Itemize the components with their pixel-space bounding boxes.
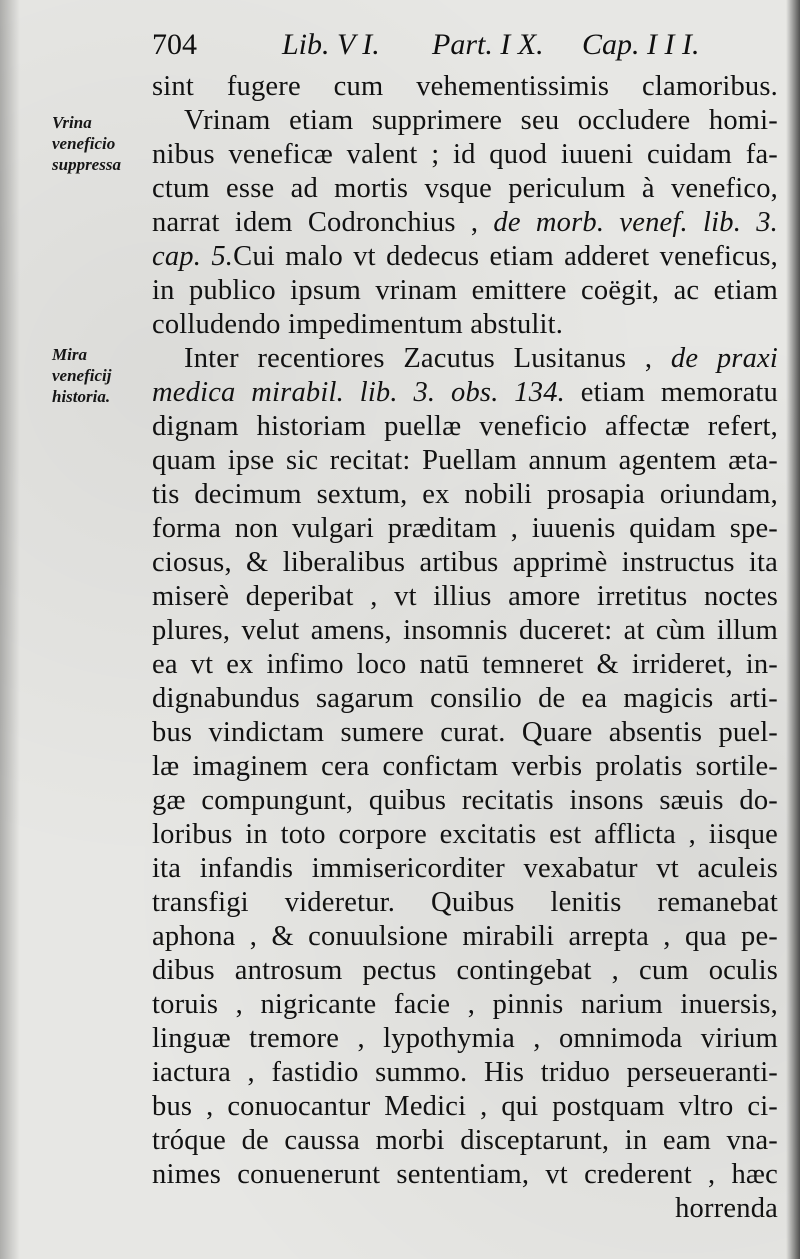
text-line: bus vindictam sumere curat. Quare absentis puel- [152,717,778,748]
text-line: in publico ipsum vrinam emittere coëgit, ac etiam [152,275,778,306]
citation: medica mirabil. lib. 3. obs. 134. [152,377,565,408]
text-line: plures, velut amens, insomnis duceret: at cùm illum [152,615,778,646]
text-line: dibus antrosum pectus contingebat , cum oculis [152,955,778,986]
text-line: transfigi videretur. Quibus lenitis remanebat [152,887,778,918]
margin-note-line: historia. [52,387,111,406]
margin-note-urine [52,112,152,175]
text-line: colludendo impedimentum abstulit. [152,309,564,340]
running-head [152,28,712,72]
text-line: tis decimum sextum, ex nobili prosapia oriundam, [152,479,778,510]
margin-note-line: Mira [52,345,87,364]
text-line: ciosus, & liberalibus artibus apprimè instructus ita [152,547,778,578]
text-line [152,376,778,410]
catchword: horrenda [675,1193,778,1224]
text-run: etiam memoratu [565,377,778,408]
text-line: forma non vulgari præditam , iuuenis quidam spe- [152,513,778,544]
text-line [152,206,778,240]
text-run: Cui malo vt dedecus etiam adderet veneficus, [233,241,778,272]
margin-note-line: suppressa [52,155,121,174]
text-line: ea vt ex infimo loco natū temneret & irrideret, in- [152,649,778,680]
text-line: nimes conuenerunt sententiam, vt crederent , hæc [152,1159,778,1190]
text-line: toruis , nigricante facie , pinnis narium inuersis, [152,989,778,1020]
pars-label: Part. I X. [432,28,544,61]
text-line: gæ compungunt, quibus recitatis insons sæuis do- [152,785,778,816]
citation: cap. 5. [152,241,234,272]
text-line: Vrinam etiam supprimere seu occludere homi- [184,105,778,136]
text-line: sint fugere cum vehementissimis clamoribus. [152,71,778,102]
text-run: narrat idem Codronchius , [152,207,494,238]
margin-note-line: veneficij [52,366,112,385]
text-line: dignabundus sagarum consilio de ea magicis arti- [152,683,778,714]
text-line: læ imaginem cera confictam verbis prolatis sortile- [152,751,778,782]
text-line: bus , conuocantur Medici , qui postquam vltro ci- [152,1091,778,1122]
text-line [152,342,778,376]
body-text [152,70,778,1226]
text-line [152,240,778,274]
text-line: ctum esse ad mortis vsque periculum à venefico, [152,173,778,204]
text-line: ita infandis immisericorditer vexabatur vt aculeis [152,853,778,884]
margin-note-history [52,344,152,407]
caput-label: Cap. I I I. [582,28,700,61]
page-number: 704 [152,28,197,61]
text-line: aphona , & conuulsione mirabili arrepta , qua pe- [152,921,778,952]
text-line: miserè deperibat , vt illius amore irretitus noctes [152,581,778,612]
citation: de praxi [670,343,778,374]
citation: de morb. venef. lib. 3. [493,207,778,238]
text-line: loribus in toto corpore excitatis est afflicta , iisque [152,819,778,850]
text-line: dignam historiam puellæ veneficio affectæ refert, [152,411,778,442]
margin-note-line: Vrina [52,113,92,132]
margin-note-line: veneficio [52,134,116,153]
text-line: iactura , fastidio summo. His triduo perseueranti- [152,1057,778,1088]
text-run: Inter recentiores Zacutus Lusitanus , [184,343,671,374]
text-line: linguæ tremore , lypothymia , omnimoda virium [152,1023,778,1054]
liber-label: Lib. V I. [282,28,380,61]
text-line: quam ipse sic recitat: Puellam annum agentem æta- [152,445,778,476]
text-line: nibus veneficæ valent ; id quod iuueni cuidam fa- [152,139,778,170]
text-line: tróque de caussa morbi disceptarunt, in eam vna- [152,1125,778,1156]
